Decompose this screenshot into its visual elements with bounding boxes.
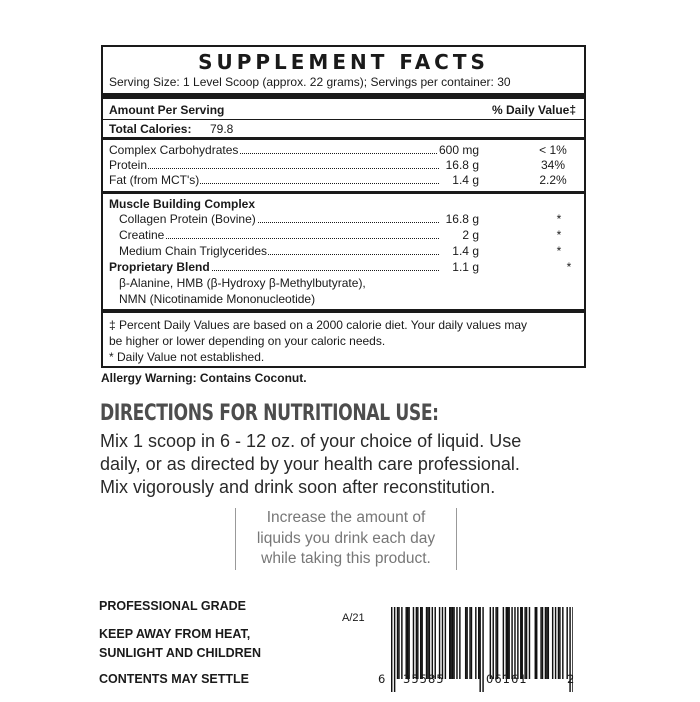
directions-line: Mix vigorously and drink soon after reconstitution. bbox=[100, 477, 496, 497]
row-amount: 1.4 g bbox=[452, 173, 479, 187]
barcode-bar bbox=[490, 607, 491, 679]
proprietary-ingredients-line: NMN (Nicotinamide Mononucleotide) bbox=[119, 292, 316, 306]
barcode-bar bbox=[524, 607, 525, 679]
row-daily-value: * bbox=[556, 244, 562, 258]
barcode-bar bbox=[559, 607, 560, 679]
barcode-bar bbox=[420, 607, 421, 679]
barcode-bar bbox=[432, 607, 433, 679]
barcode-digit: 6 bbox=[378, 672, 386, 686]
serving-size: Serving Size: 1 Level Scoop (approx. 22 grams); Servings per container: 30 bbox=[109, 75, 511, 89]
row-label: Creatine bbox=[119, 228, 165, 242]
barcode-bar bbox=[439, 607, 440, 679]
row-daily-value: 2.2% bbox=[539, 173, 567, 187]
barcode-bar bbox=[520, 607, 521, 679]
divider bbox=[103, 137, 584, 140]
row-label: Collagen Protein (Bovine) bbox=[119, 212, 256, 226]
row-daily-value: * bbox=[566, 260, 572, 274]
barcode-bar bbox=[417, 607, 418, 679]
professional-grade-label: PROFESSIONAL GRADE bbox=[99, 599, 247, 613]
barcode-bar bbox=[555, 607, 556, 679]
tip-line: liquids you drink each day bbox=[256, 529, 436, 547]
barcode-bar bbox=[408, 607, 409, 679]
barcode-bar bbox=[508, 607, 509, 679]
barcode-bar bbox=[406, 607, 407, 679]
barcode-bar bbox=[429, 607, 430, 679]
barcode-bar bbox=[478, 607, 479, 679]
barcode-bar bbox=[535, 607, 536, 679]
barcode-bar bbox=[540, 607, 541, 679]
barcode-bar bbox=[452, 607, 453, 679]
row-amount: 2 g bbox=[462, 228, 479, 242]
barcode-bar bbox=[495, 607, 496, 679]
barcode-bar bbox=[397, 607, 398, 679]
barcode-bar bbox=[471, 607, 472, 679]
barcode-bar bbox=[421, 607, 422, 679]
tip-line: Increase the amount of bbox=[266, 509, 426, 526]
barcode-bar bbox=[479, 607, 480, 692]
barcode-bar bbox=[450, 607, 451, 679]
row-amount: 1.4 g bbox=[452, 244, 479, 258]
footnote bbox=[109, 317, 579, 365]
barcode-bar bbox=[456, 607, 457, 679]
barcode-bar bbox=[445, 607, 446, 679]
tip-line: while taking this product. bbox=[261, 550, 431, 567]
divider bbox=[103, 191, 584, 194]
barcode-bar bbox=[459, 607, 460, 679]
row-daily-value: 34% bbox=[540, 158, 566, 172]
barcode-bar bbox=[514, 607, 515, 679]
barcode-bar bbox=[449, 607, 450, 679]
barcode-bar bbox=[522, 607, 523, 679]
barcode-bar bbox=[542, 607, 543, 679]
barcode-bar bbox=[546, 607, 547, 679]
barcode-bar bbox=[493, 607, 494, 679]
total-calories-value: 79.8 bbox=[210, 122, 234, 136]
facts-title: SUPPLEMENT FACTS bbox=[198, 50, 489, 74]
barcode-bar bbox=[482, 607, 483, 692]
barcode-bar bbox=[506, 607, 507, 679]
directions-title: DIRECTIONS FOR NUTRITIONAL USE: bbox=[100, 401, 439, 426]
barcode-bar bbox=[407, 607, 408, 679]
footnote-line: ‡ Percent Daily Values are based on a 2000 calorie diet. Your daily values may bbox=[109, 318, 528, 332]
daily-value-header: % Daily Value‡ bbox=[491, 103, 576, 117]
barcode-bar bbox=[507, 607, 508, 679]
barcode-bar bbox=[413, 607, 414, 679]
directions-text bbox=[100, 430, 540, 499]
barcode-bar bbox=[558, 607, 559, 679]
total-calories-label: Total Calories: bbox=[109, 122, 192, 136]
row-amount: 1.1 g bbox=[452, 260, 479, 274]
amount-per-serving-header: Amount Per Serving bbox=[109, 103, 225, 117]
footnote-line: * Daily Value not established. bbox=[109, 350, 265, 364]
barcode-bar bbox=[545, 607, 546, 679]
barcode-bar bbox=[548, 607, 549, 679]
barcode-digits: 35585 bbox=[403, 672, 445, 686]
macro-row bbox=[109, 173, 579, 187]
complex-row bbox=[119, 228, 579, 242]
row-label: Complex Carbohydrates bbox=[109, 143, 239, 157]
barcode-bar bbox=[398, 607, 399, 679]
barcode-bar bbox=[401, 607, 402, 679]
barcode-bar bbox=[427, 607, 428, 679]
row-label: Protein bbox=[109, 158, 148, 172]
thick-divider bbox=[103, 309, 584, 313]
barcode-bar bbox=[435, 607, 436, 679]
barcode-bar bbox=[503, 607, 504, 679]
proprietary-ingredients-line: β-Alanine, HMB (β-Hydroxy β-Methylbutyrate), bbox=[119, 276, 366, 290]
barcode-bar bbox=[529, 607, 530, 679]
row-daily-value: < 1% bbox=[539, 143, 567, 157]
barcode-bar bbox=[416, 607, 417, 679]
complex-title: Muscle Building Complex bbox=[109, 197, 256, 211]
proprietary-ingredients bbox=[119, 275, 366, 307]
barcode-bar bbox=[552, 607, 553, 679]
divider bbox=[103, 119, 584, 120]
directions-line: Mix 1 scoop in 6 - 12 oz. of your choice of liquid. Use bbox=[100, 431, 522, 451]
barcode-bar bbox=[426, 607, 427, 679]
barcode-bar bbox=[475, 607, 476, 679]
row-amount: 16.8 g bbox=[445, 158, 479, 172]
storage-warning-line: SUNLIGHT AND CHILDREN bbox=[99, 646, 262, 660]
barcode-digit: 2 bbox=[567, 672, 575, 686]
row-label: Fat (from MCT's) bbox=[109, 173, 200, 187]
barcode-bar bbox=[465, 607, 466, 679]
macro-row bbox=[109, 158, 579, 172]
storage-warning-line: KEEP AWAY FROM HEAT, bbox=[99, 627, 251, 641]
barcode-digits: 06161 bbox=[486, 672, 528, 686]
row-daily-value: * bbox=[556, 212, 562, 226]
macro-row bbox=[109, 143, 579, 157]
barcode-bar bbox=[497, 607, 498, 679]
footnote-line: be higher or lower depending on your caloric needs. bbox=[109, 334, 386, 348]
row-amount: 600 mg bbox=[438, 143, 479, 157]
directions-line: daily, or as directed by your health care professional. bbox=[100, 454, 520, 474]
barcode-bar bbox=[536, 607, 537, 679]
row-daily-value: * bbox=[556, 228, 562, 242]
barcode-bar bbox=[562, 607, 563, 679]
thick-divider bbox=[103, 93, 584, 99]
complex-row bbox=[119, 244, 579, 258]
barcode-bar bbox=[511, 607, 512, 679]
allergy-warning: Allergy Warning: Contains Coconut. bbox=[101, 371, 307, 385]
barcode-bar bbox=[469, 607, 470, 679]
contents-settle-label: CONTENTS MAY SETTLE bbox=[99, 672, 250, 686]
complex-row bbox=[119, 212, 579, 226]
supplement-facts-panel bbox=[101, 45, 586, 368]
barcode-bar bbox=[442, 607, 443, 679]
barcode-bar bbox=[391, 607, 392, 692]
row-label: Proprietary Blend bbox=[109, 260, 210, 274]
row-label: Medium Chain Triglycerides bbox=[119, 244, 268, 258]
barcode-bar bbox=[466, 607, 467, 679]
barcode-bar bbox=[566, 607, 567, 679]
proprietary-row bbox=[109, 260, 579, 274]
row-amount: 16.8 g bbox=[445, 212, 479, 226]
barcode-bar bbox=[453, 607, 454, 679]
lot-code: A/21 bbox=[342, 612, 365, 624]
barcode-bar bbox=[394, 607, 395, 692]
hydration-tip bbox=[235, 508, 457, 570]
barcode-bar bbox=[526, 607, 527, 679]
barcode-bar bbox=[517, 607, 518, 679]
